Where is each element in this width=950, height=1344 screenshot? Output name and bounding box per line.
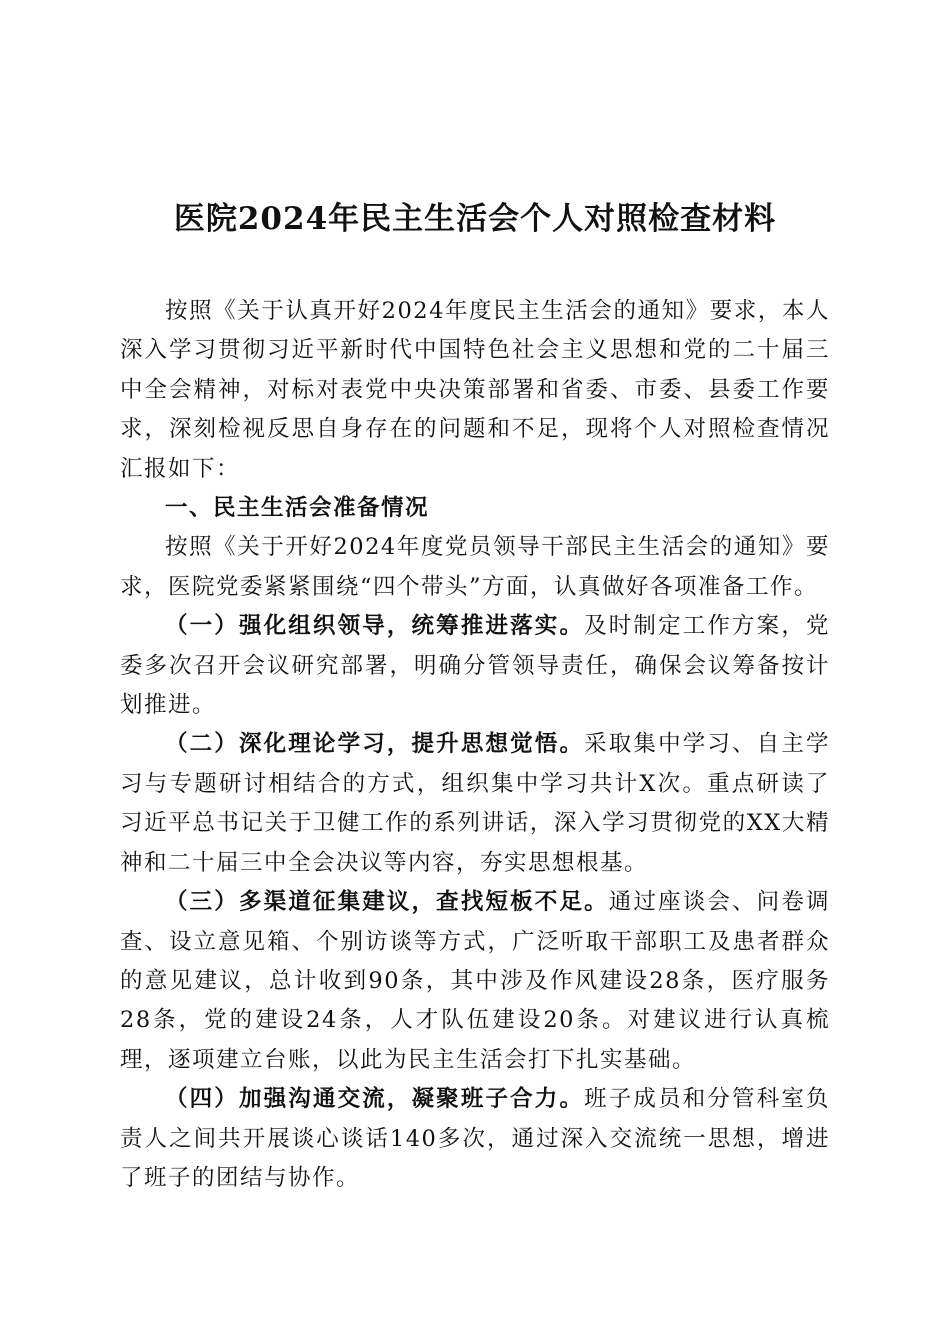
item-body: 班子成员和分管科室负责人之间共开展谈心谈话140多次，通过深入交流统一思想，增进了班子的团结与协作。 xyxy=(120,1086,830,1191)
intro-paragraph: 按照《关于认真开好2024年度民主生活会的通知》要求，本人深入学习贯彻习近平新时代中国特色社会主义思想和党的二十届三中全会精神，对标对表党中央决策部署和省委、市委、县委工作要求，深刻检视反思自身存在的问题和不足，现将个人对照检查情况汇报如下： xyxy=(120,298,830,482)
item-body: 采取集中学习、自主学习与专题研讨相结合的方式，组织集中学习共计X次。重点研读了习近平总书记关于卫健工作的系列讲话，深入学习贯彻党的XX大精神和二十届三中全会决议等内容，夯实思想根基。 xyxy=(120,731,830,876)
item-lead: （二）深化理论学习，提升思想觉悟。 xyxy=(165,731,585,758)
item-lead: （三）多渠道征集建议，查找短板不足。 xyxy=(165,889,609,916)
section-summary-paragraph: 按照《关于开好2024年度党员领导干部民主生活会的通知》要求，医院党委紧紧围绕“四个带头”方面，认真做好各项准备工作。 xyxy=(120,534,830,600)
item-body: 通过座谈会、问卷调查、设立意见箱、个别访谈等方式，广泛听取干部职工及患者群众的意见建议，总计收到90条，其中涉及作风建设28条，医疗服务28条，党的建设24条，人才队伍建设20条。对建议进行认真梳理，逐项建立台账，以此为民主生活会打下扎实基础。 xyxy=(120,889,830,1073)
item-paragraph-3 xyxy=(120,883,830,1080)
item-lead: （一）强化组织领导，统筹推进落实。 xyxy=(165,613,585,640)
document-title: 医院2024年民主生活会个人对照检查材料 xyxy=(173,201,777,237)
item-paragraph-1 xyxy=(120,607,830,725)
document-body xyxy=(120,292,830,1198)
item-lead: （四）加强沟通交流，凝聚班子合力。 xyxy=(165,1086,585,1113)
item-paragraph-4 xyxy=(120,1080,830,1198)
section-heading: 一、民主生活会准备情况 xyxy=(165,495,430,522)
item-body: 及时制定工作方案，党委多次召开会议研究部署，明确分管领导责任，确保会议筹备按计划推进。 xyxy=(120,613,830,719)
item-paragraph-2 xyxy=(120,725,830,883)
